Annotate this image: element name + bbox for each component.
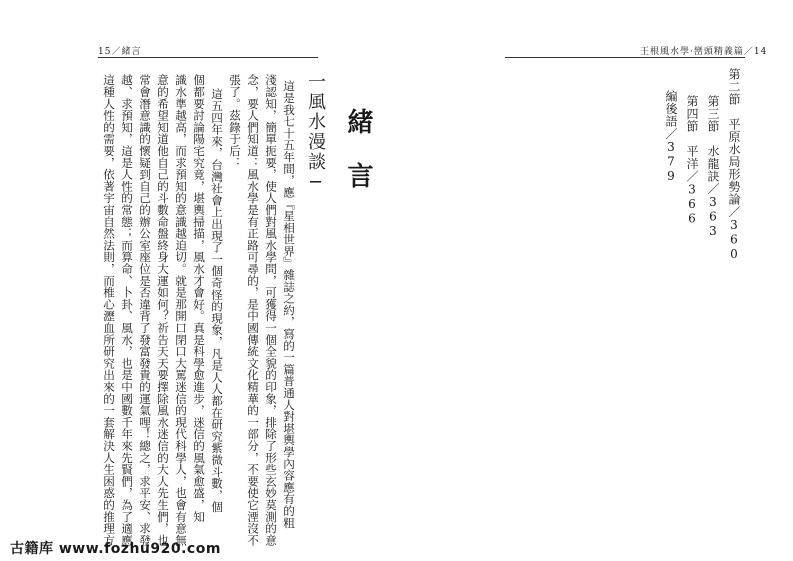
paragraph-line: 個都要討論陽宅究竟，堪輿掃描，風水才會好。真是科學愈進步，迷信的風氣愈盛，知 bbox=[192, 74, 206, 523]
paragraph-line: 這五四年來，台灣社會上出現了一個奇怪的現象，凡是人人都在研究紫微斗數，個 bbox=[210, 88, 224, 513]
left-page-header: 15／緒言 bbox=[98, 47, 142, 57]
paragraph-line: 張了。茲錄于后： bbox=[228, 74, 242, 169]
paragraph-line: 意的希望知道他自己的斗數命盤終身大運如何？祈告天天要擇除風水迷信的大人先生們，也 bbox=[156, 74, 170, 546]
toc-entry: 第四節 平洋／366 bbox=[685, 95, 699, 226]
toc-entry: 編後語／379 bbox=[664, 90, 678, 184]
paragraph-line: 這種人性的需要，依著宇宙自然法則，而椎心瀝血所研究出來的一套解決人生困惑的推理方 bbox=[102, 74, 116, 546]
site-watermark: 古籍库 www.fozhu920.com bbox=[10, 541, 221, 557]
section-subtitle: 一風水漫談─ bbox=[305, 72, 326, 195]
paragraph-line: 這是我七十五年間，應『星相世界』雜誌之約，寫的一篇普通人對堪輿學內容應有的粗 bbox=[282, 80, 296, 529]
paragraph-line: 常會潛意識的懷疑到自己的辦公室座位是否違背了發富發貴的運氣哩！總之，求平安、求發 bbox=[138, 74, 152, 546]
paragraph-line: 越、求預知，這是人性的常態；而算命、卜卦、風水，也是中國數千年來先賢們，為了適應 bbox=[120, 74, 134, 546]
left-header-rule bbox=[98, 57, 318, 58]
paragraph-line: 識水準越高，而求預知的意識越迫切。就是那開口閉口大罵迷信的現代科學人，也會有意無 bbox=[174, 74, 188, 546]
toc-entry: 第三節 水龍訣／363 bbox=[706, 95, 720, 239]
right-page-header: 王根風水學·巒頭精義篇／14 bbox=[640, 47, 768, 57]
paragraph-line: 淺認知，簡單扼要，使人們對風水學問，可獲得一個全貌的印象，排除了形些玄妙莫測的意 bbox=[264, 74, 278, 546]
paragraph-line: 念，要人們知道：風水學是有正路可尋的，是中國傳統文化精華的一部分，不要使它湮沒不 bbox=[246, 74, 260, 546]
right-header-rule bbox=[505, 57, 745, 58]
toc-entry: 第二節 平原水局形勢論／360 bbox=[727, 68, 741, 262]
page-title: 緒言 bbox=[343, 108, 373, 216]
